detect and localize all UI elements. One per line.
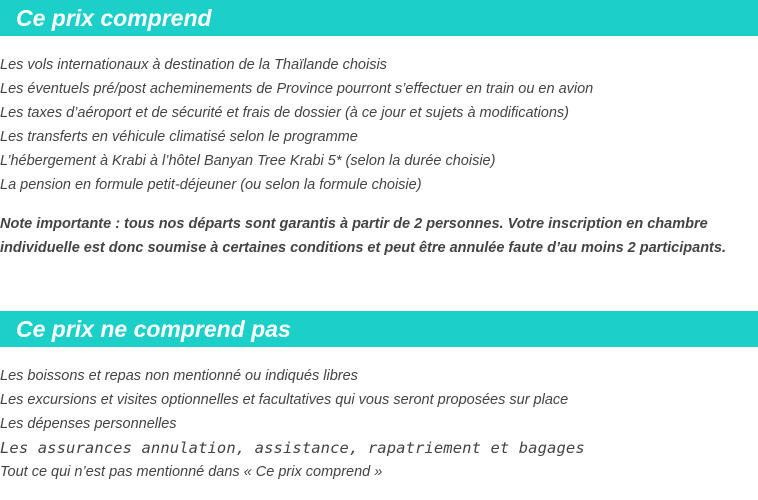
list-item: Les dépenses personnelles	[0, 416, 177, 432]
important-note: Note importante : tous nos départs sont garantis à partir de 2 personnes. Votre inscription en chambre individuelle est donc soumise à certaines conditions et peut être annulée faute d’au moins 2 participants.	[0, 216, 726, 256]
included-list	[0, 53, 593, 197]
included-header-band	[0, 0, 758, 36]
list-item: Les assurances annulation, assistance, rapatriement et bagages	[0, 439, 585, 457]
list-item: Les transferts en véhicule climatisé selon le programme	[0, 129, 358, 145]
list-item: Les éventuels pré/post acheminements de Province pourront s’effectuer en train ou en avion	[0, 81, 594, 97]
list-item: Les vols internationaux à destination de la Thaïlande choisis	[0, 57, 387, 73]
list-item: Les excursions et visites optionnelles et facultatives qui vous seront proposées sur place	[0, 392, 569, 408]
list-item: La pension en formule petit-déjeuner (ou selon la formule choisie)	[0, 177, 422, 193]
excluded-section-title: Ce prix ne comprend pas	[16, 316, 291, 342]
included-section-title: Ce prix comprend	[16, 5, 212, 31]
list-item: Les boissons et repas non mentionné ou indiqués libres	[0, 368, 358, 384]
list-item: Tout ce qui n’est pas mentionné dans « Ce prix comprend »	[0, 464, 383, 480]
excluded-header-band	[0, 311, 758, 347]
list-item: L’hébergement à Krabi à l’hôtel Banyan Tree Krabi 5* (selon la durée choisie)	[0, 153, 496, 169]
excluded-list	[0, 364, 585, 484]
list-item: Les taxes d’aéroport et de sécurité et frais de dossier (à ce jour et sujets à modifications)	[0, 105, 570, 121]
